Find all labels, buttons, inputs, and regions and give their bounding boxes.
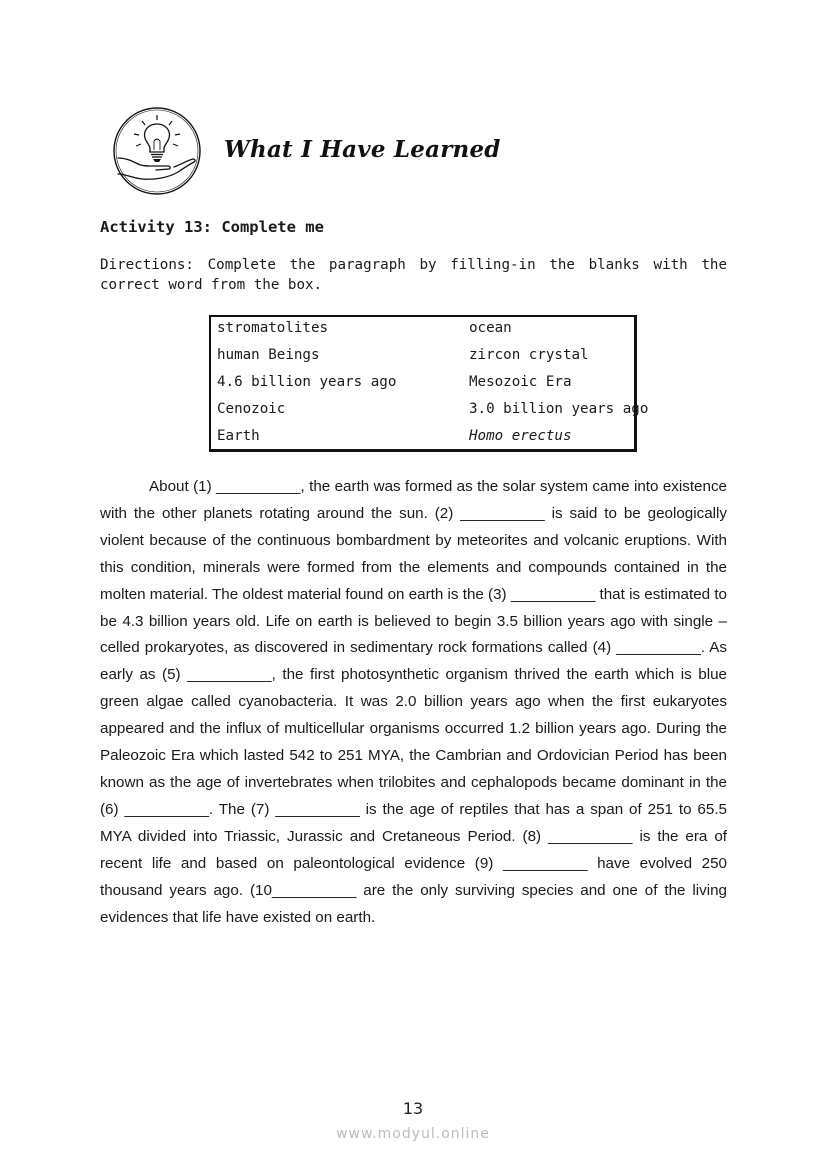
word-box-item: human Beings — [217, 347, 320, 363]
word-box-item: Cenozoic — [217, 401, 286, 417]
lightbulb-in-hand-icon — [112, 106, 202, 196]
word-box-item: zircon crystal — [469, 347, 589, 363]
word-box-item: stromatolites — [217, 320, 329, 336]
word-box-item: Homo erectus — [469, 428, 572, 444]
word-box — [209, 315, 649, 452]
fill-in-paragraph: About (1) __________, the earth was formed as the solar system came into existence with the other planets rotating around the sun. (2) __________ is said to be geologically violent because of the continuous bombardment by meteorites and volcanic eruptions. With this condition, minerals were formed from the elements and compounds contained in the molten material. The oldest material found on earth is the (3) __________ that is estimated to be 4.3 billion years old. Life on earth is believed to begin 3.5 billion years ago with single –celled prokaryotes, as discovered in sedimentary rock formations called (4) __________. As early as (5) __________, the first photosynthetic organism thrived the earth which is blue green algae called cyanobacteria. It was 2.0 billion years ago when the first eukaryotes appeared and the influx of multicellular organisms occurred 1.2 billion years ago. During the Paleozoic Era which lasted 542 to 251 MYA, the Cambrian and Ordovician Period has been known as the age of invertebrates when trilobites and cephalopods became dominant in the (6) __________. The (7) __________ is the age of reptiles that has a span of 251 to 65.5 MYA divided into Triassic, Jurassic and Cretaneous Period. (8) __________ is the era of recent life and based on paleontological evidence (9) __________ have evolved 250 thousand years ago. (10__________ are the only surviving species and one of the living evidences that life have existed on earth. — [100, 478, 727, 926]
page-number: 13 — [402, 1099, 424, 1118]
section-title: What I Have Learned — [224, 136, 501, 163]
section-header — [112, 106, 612, 196]
word-box-item: 4.6 billion years ago — [217, 374, 397, 390]
directions-text: Directions: Complete the paragraph by filling-in the blanks with the correct word from the box. — [100, 257, 727, 293]
word-box-item: Mesozoic Era — [469, 374, 572, 390]
activity-title: Activity 13: Complete me — [100, 218, 324, 236]
word-box-item: Earth — [217, 428, 260, 444]
word-box-item: ocean — [469, 320, 512, 336]
watermark: www.modyul.online — [336, 1126, 490, 1142]
word-box-item: 3.0 billion years ago — [469, 401, 649, 417]
